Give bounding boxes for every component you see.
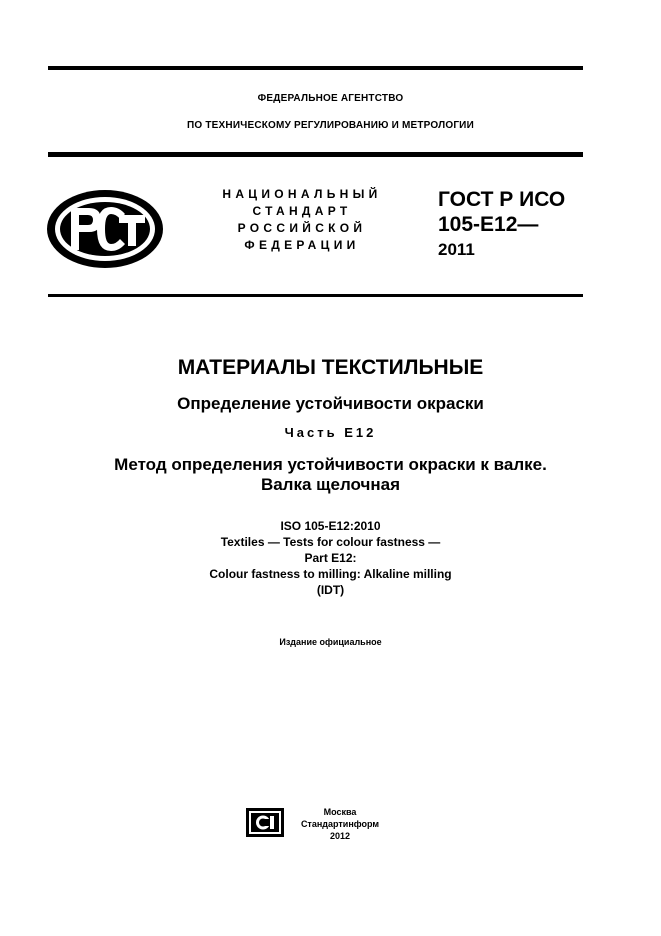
document-title: МАТЕРИАЛЫ ТЕКСТИЛЬНЫЕ: [177, 356, 484, 379]
header-rule: [48, 152, 583, 157]
pct-certification-mark-icon: [45, 188, 165, 270]
iso-line-5: (IDT): [316, 583, 345, 597]
mid-rule: [48, 294, 583, 297]
iso-line-2: Textiles — Tests for colour fastness —: [220, 535, 441, 549]
standard-type-line-4: ФЕДЕРАЦИИ: [244, 238, 360, 252]
top-rule: [48, 66, 583, 70]
agency-line-1: ФЕДЕРАЛЬНОЕ АГЕНТСТВО: [257, 93, 404, 104]
iso-line-4: Colour fastness to milling: Alkaline milling: [209, 567, 452, 581]
iso-line-3: Part E12:: [304, 551, 357, 565]
publisher-name: Стандартинформ: [300, 819, 380, 829]
gost-designation-line-3: 2011: [438, 240, 475, 259]
publisher-year: 2012: [329, 831, 351, 841]
standard-type-line-3: РОССИЙСКОЙ: [237, 221, 367, 235]
document-subtitle: Определение устойчивости окраски: [177, 394, 484, 413]
document-part: Часть Е12: [284, 425, 377, 440]
method-title-line-2: Валка щелочная: [260, 475, 401, 494]
iso-line-1: ISO 105-E12:2010: [280, 519, 381, 533]
edition-note: Издание официальное: [279, 637, 382, 647]
agency-line-2: ПО ТЕХНИЧЕСКОМУ РЕГУЛИРОВАНИЮ И МЕТРОЛОГИИ: [187, 120, 474, 131]
standard-type-block: [212, 186, 392, 254]
publisher-city: Москва: [323, 807, 357, 817]
standartinform-logo-icon: [246, 808, 284, 837]
gost-designation-line-2: 105-Е12—: [438, 213, 539, 236]
method-title-line-1: Метод определения устойчивости окраски к валке.: [114, 455, 547, 474]
standard-type-line-2: СТАНДАРТ: [252, 204, 352, 218]
standard-type-line-1: НАЦИОНАЛЬНЫЙ: [222, 187, 382, 201]
gost-designation-line-1: ГОСТ Р ИСО: [438, 188, 566, 211]
